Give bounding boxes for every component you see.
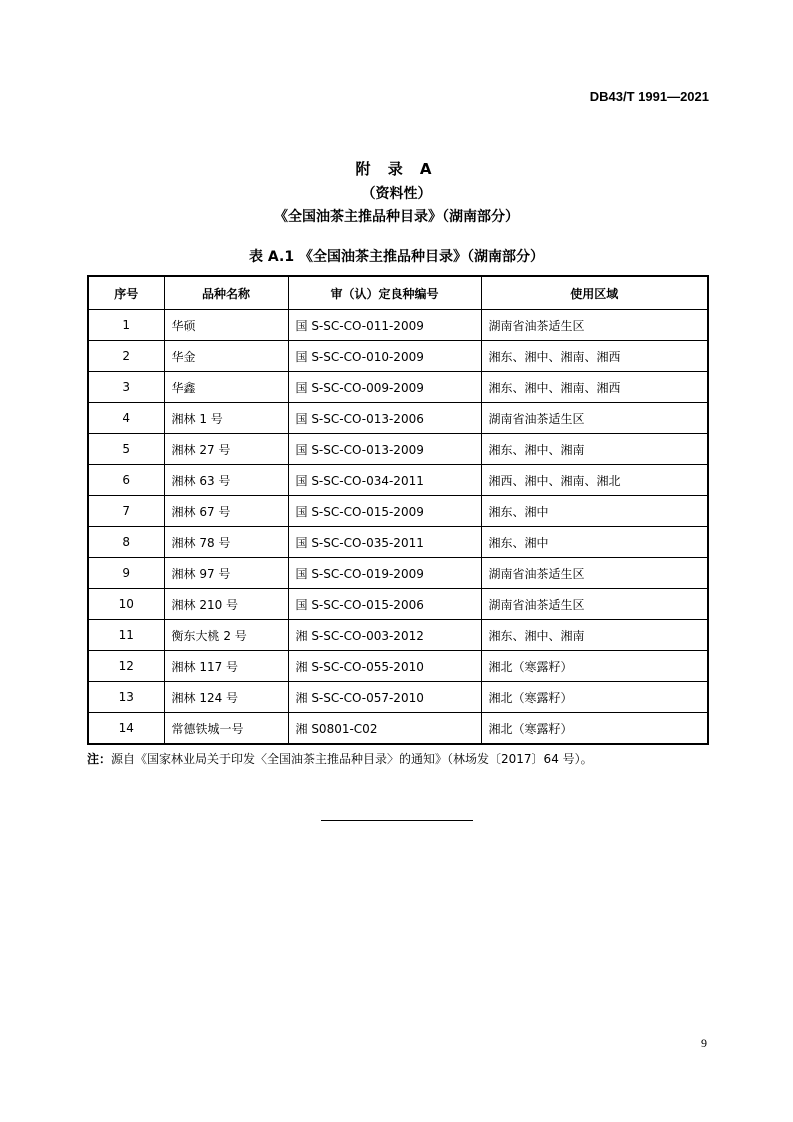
table-row [88, 403, 708, 434]
table-row [88, 372, 708, 403]
cell-index: 13 [88, 682, 164, 713]
table-caption: 表 A.1 《全国油茶主推品种目录》（湖南部分） [249, 249, 544, 265]
cell-index: 14 [88, 713, 164, 745]
table-header-row [88, 276, 708, 310]
cell-variety: 湘林 210 号 [164, 589, 288, 620]
table-row [88, 651, 708, 682]
cell-approval-code: 国 S-SC-CO-019-2009 [288, 558, 481, 589]
cell-approval-code: 湘 S0801-C02 [288, 713, 481, 745]
cell-index: 1 [88, 310, 164, 341]
annex-type: （资料性） [361, 186, 432, 202]
cell-approval-code: 国 S-SC-CO-013-2006 [288, 403, 481, 434]
cell-region: 湖南省油茶适生区 [481, 310, 708, 341]
cell-index: 2 [88, 341, 164, 372]
cell-variety: 华硕 [164, 310, 288, 341]
cell-index: 6 [88, 465, 164, 496]
annex-title: 附 录 A [355, 160, 438, 178]
cell-region: 湘东、湘中 [481, 496, 708, 527]
cell-variety: 常德铁城一号 [164, 713, 288, 745]
annex-subtitle: 《全国油茶主推品种目录》（湖南部分） [274, 209, 519, 225]
column-header-index: 序号 [88, 276, 164, 310]
cell-index: 11 [88, 620, 164, 651]
cell-region: 湘东、湘中、湘南 [481, 434, 708, 465]
cell-variety: 湘林 124 号 [164, 682, 288, 713]
variety-table [87, 275, 709, 745]
standard-code: DB43/T 1991—2021 [589, 89, 709, 104]
cell-approval-code: 国 S-SC-CO-013-2009 [288, 434, 481, 465]
table-row [88, 341, 708, 372]
cell-region: 湘北（寒露籽） [481, 651, 708, 682]
cell-index: 10 [88, 589, 164, 620]
cell-region: 湘北（寒露籽） [481, 713, 708, 745]
cell-region: 湘北（寒露籽） [481, 682, 708, 713]
cell-region: 湖南省油茶适生区 [481, 589, 708, 620]
end-rule [321, 820, 473, 821]
cell-variety: 湘林 63 号 [164, 465, 288, 496]
note-label: 注： [87, 752, 112, 766]
cell-variety: 湘林 27 号 [164, 434, 288, 465]
column-header-region: 使用区域 [481, 276, 708, 310]
cell-index: 7 [88, 496, 164, 527]
cell-approval-code: 国 S-SC-CO-034-2011 [288, 465, 481, 496]
table-row [88, 682, 708, 713]
table-row [88, 310, 708, 341]
table-body [88, 310, 708, 745]
table-row [88, 527, 708, 558]
cell-region: 湘东、湘中、湘南、湘西 [481, 341, 708, 372]
cell-approval-code: 国 S-SC-CO-015-2009 [288, 496, 481, 527]
table-row [88, 713, 708, 745]
cell-approval-code: 国 S-SC-CO-015-2006 [288, 589, 481, 620]
cell-index: 5 [88, 434, 164, 465]
cell-variety: 华金 [164, 341, 288, 372]
cell-region: 湖南省油茶适生区 [481, 558, 708, 589]
cell-variety: 湘林 117 号 [164, 651, 288, 682]
cell-approval-code: 国 S-SC-CO-009-2009 [288, 372, 481, 403]
cell-region: 湘东、湘中 [481, 527, 708, 558]
cell-region: 湘西、湘中、湘南、湘北 [481, 465, 708, 496]
cell-approval-code: 湘 S-SC-CO-003-2012 [288, 620, 481, 651]
page-number: 9 [701, 1036, 707, 1050]
cell-variety: 湘林 67 号 [164, 496, 288, 527]
column-header-approval-code: 审（认）定良种编号 [288, 276, 481, 310]
table-row [88, 558, 708, 589]
cell-region: 湘东、湘中、湘南 [481, 620, 708, 651]
cell-index: 12 [88, 651, 164, 682]
cell-variety: 湘林 97 号 [164, 558, 288, 589]
cell-index: 8 [88, 527, 164, 558]
table-row [88, 496, 708, 527]
cell-index: 3 [88, 372, 164, 403]
cell-approval-code: 国 S-SC-CO-011-2009 [288, 310, 481, 341]
cell-variety: 湘林 78 号 [164, 527, 288, 558]
cell-region: 湖南省油茶适生区 [481, 403, 708, 434]
cell-variety: 华鑫 [164, 372, 288, 403]
table-note [87, 750, 593, 767]
cell-approval-code: 国 S-SC-CO-035-2011 [288, 527, 481, 558]
cell-variety: 衡东大桃 2 号 [164, 620, 288, 651]
cell-index: 4 [88, 403, 164, 434]
note-text: 源自《国家林业局关于印发〈全国油茶主推品种目录〉的通知》（林场发〔2017〕64 号）。 [111, 752, 593, 766]
cell-approval-code: 国 S-SC-CO-010-2009 [288, 341, 481, 372]
table-row [88, 434, 708, 465]
cell-approval-code: 湘 S-SC-CO-055-2010 [288, 651, 481, 682]
cell-variety: 湘林 1 号 [164, 403, 288, 434]
cell-approval-code: 湘 S-SC-CO-057-2010 [288, 682, 481, 713]
cell-region: 湘东、湘中、湘南、湘西 [481, 372, 708, 403]
cell-index: 9 [88, 558, 164, 589]
column-header-variety: 品种名称 [164, 276, 288, 310]
table-row [88, 589, 708, 620]
table-row [88, 465, 708, 496]
table-row [88, 620, 708, 651]
